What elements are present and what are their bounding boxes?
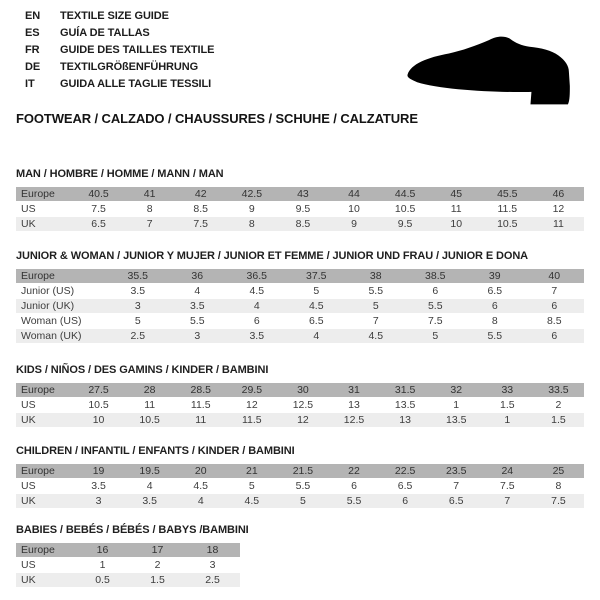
size-cell: 11.5	[226, 413, 277, 428]
language-label: GUIDE DES TAILLES TEXTILE	[60, 44, 215, 56]
size-cell: 4	[287, 329, 347, 344]
size-cell: 5.5	[465, 329, 525, 344]
size-table-section-man	[16, 168, 584, 232]
size-cell: 10.5	[73, 398, 124, 413]
size-cell: 28	[124, 383, 175, 398]
table-row-kids-europe	[16, 383, 584, 398]
table-row-children-uk	[16, 494, 584, 509]
size-cell: 10	[328, 202, 379, 217]
size-cell: 43	[277, 187, 328, 202]
size-table-title-man: MAN / HOMBRE / HOMME / MANN / MAN	[16, 168, 224, 180]
size-cell: 5.5	[346, 284, 406, 299]
size-table-junior-woman	[16, 269, 584, 344]
size-cell: 5.5	[406, 299, 466, 314]
table-row-babies-us	[16, 558, 240, 573]
row-label: UK	[16, 494, 73, 509]
size-table-title-kids: KIDS / NIÑOS / DES GAMINS / KINDER / BAMBINI	[16, 364, 269, 376]
language-list	[25, 8, 214, 93]
size-table-kids	[16, 383, 584, 428]
size-cell: 7.5	[482, 479, 533, 494]
size-cell: 12.5	[328, 413, 379, 428]
size-cell: 12	[226, 398, 277, 413]
size-cell: 3	[168, 329, 228, 344]
size-cell: 44.5	[380, 187, 431, 202]
size-table-section-kids	[16, 364, 584, 428]
size-cell: 3	[185, 558, 240, 573]
size-cell: 33	[482, 383, 533, 398]
size-cell: 13	[380, 413, 431, 428]
size-cell: 5	[406, 329, 466, 344]
size-cell: 35.5	[108, 269, 168, 284]
size-cell: 23.5	[431, 464, 482, 479]
size-table-title-junior-woman: JUNIOR & WOMAN / JUNIOR Y MUJER / JUNIOR ET FEMME / JUNIOR UND FRAU / JUNIOR E DONA	[16, 250, 529, 262]
size-cell: 8	[533, 479, 584, 494]
size-cell: 3.5	[124, 494, 175, 509]
size-cell: 1.5	[130, 573, 185, 588]
size-cell: 36.5	[227, 269, 287, 284]
size-cell: 18	[185, 543, 240, 558]
size-cell: 31.5	[380, 383, 431, 398]
size-cell: 6	[525, 299, 585, 314]
language-label: TEXTILE SIZE GUIDE	[60, 10, 169, 22]
size-cell: 42.5	[226, 187, 277, 202]
size-cell: 11.5	[175, 398, 226, 413]
language-code: ES	[25, 27, 40, 39]
size-cell: 8.5	[175, 202, 226, 217]
size-cell: 4.5	[175, 479, 226, 494]
size-table-section-junior-woman	[16, 250, 584, 344]
language-code: IT	[25, 78, 35, 90]
size-cell: 7.5	[175, 217, 226, 232]
row-label: US	[16, 558, 75, 573]
size-cell: 6.5	[73, 217, 124, 232]
shoe-icon	[398, 16, 590, 112]
size-cell: 38	[346, 269, 406, 284]
size-cell: 17	[130, 543, 185, 558]
size-cell: 11	[124, 398, 175, 413]
size-cell: 5	[108, 314, 168, 329]
size-cell: 7.5	[73, 202, 124, 217]
size-cell: 36	[168, 269, 228, 284]
row-label: UK	[16, 573, 75, 588]
size-cell: 0.5	[75, 573, 130, 588]
size-cell: 6.5	[287, 314, 347, 329]
size-cell: 5	[287, 284, 347, 299]
size-cell: 45.5	[482, 187, 533, 202]
size-cell: 11	[533, 217, 584, 232]
table-row-babies-uk	[16, 573, 240, 588]
size-cell: 12	[277, 413, 328, 428]
size-cell: 7	[482, 494, 533, 509]
size-cell: 4.5	[287, 299, 347, 314]
size-cell: 8	[226, 217, 277, 232]
size-cell: 46	[533, 187, 584, 202]
table-row-man-uk	[16, 217, 584, 232]
size-cell: 3.5	[73, 479, 124, 494]
language-label: GUIDA ALLE TAGLIE TESSILI	[60, 78, 212, 90]
size-cell: 10.5	[380, 202, 431, 217]
table-row-man-us	[16, 202, 584, 217]
size-cell: 11.5	[482, 202, 533, 217]
size-cell: 1	[482, 413, 533, 428]
size-cell: 40	[525, 269, 585, 284]
size-cell: 9.5	[380, 217, 431, 232]
size-cell: 13	[328, 398, 379, 413]
size-cell: 5	[277, 494, 328, 509]
size-cell: 24	[482, 464, 533, 479]
size-cell: 2.5	[185, 573, 240, 588]
size-cell: 32	[431, 383, 482, 398]
size-cell: 4	[168, 284, 228, 299]
size-cell: 21.5	[277, 464, 328, 479]
size-cell: 9	[226, 202, 277, 217]
size-cell: 19	[73, 464, 124, 479]
size-cell: 6	[465, 299, 525, 314]
size-cell: 2	[130, 558, 185, 573]
size-cell: 8.5	[525, 314, 585, 329]
size-cell: 22	[328, 464, 379, 479]
size-cell: 6.5	[380, 479, 431, 494]
size-cell: 7	[346, 314, 406, 329]
size-cell: 10.5	[482, 217, 533, 232]
size-cell: 38.5	[406, 269, 466, 284]
size-cell: 25	[533, 464, 584, 479]
row-label: Europe	[16, 543, 75, 558]
size-cell: 6	[328, 479, 379, 494]
size-table-title-children: CHILDREN / INFANTIL / ENFANTS / KINDER / BAMBINI	[16, 445, 295, 457]
size-cell: 4.5	[227, 284, 287, 299]
table-row-junior-woman-europe	[16, 269, 584, 284]
size-cell: 12	[533, 202, 584, 217]
size-cell: 5.5	[328, 494, 379, 509]
table-row-junior-woman-junior-uk	[16, 299, 584, 314]
language-code: EN	[25, 10, 41, 22]
size-cell: 45	[431, 187, 482, 202]
size-cell: 5	[346, 299, 406, 314]
size-cell: 4.5	[346, 329, 406, 344]
size-cell: 1	[431, 398, 482, 413]
language-code: DE	[25, 61, 41, 73]
size-cell: 9	[328, 217, 379, 232]
size-cell: 6.5	[465, 284, 525, 299]
size-cell: 6.5	[431, 494, 482, 509]
size-cell: 7	[525, 284, 585, 299]
size-cell: 11	[431, 202, 482, 217]
row-label: Europe	[16, 464, 73, 479]
size-cell: 10.5	[124, 413, 175, 428]
size-cell: 4	[175, 494, 226, 509]
size-cell: 33.5	[533, 383, 584, 398]
size-cell: 5	[226, 479, 277, 494]
size-cell: 8	[124, 202, 175, 217]
size-cell: 1.5	[533, 413, 584, 428]
size-cell: 27.5	[73, 383, 124, 398]
size-cell: 3.5	[227, 329, 287, 344]
size-cell: 2.5	[108, 329, 168, 344]
size-cell: 10	[431, 217, 482, 232]
size-cell: 1	[75, 558, 130, 573]
table-row-children-europe	[16, 464, 584, 479]
size-cell: 42	[175, 187, 226, 202]
table-row-man-europe	[16, 187, 584, 202]
size-cell: 3.5	[108, 284, 168, 299]
size-cell: 3.5	[168, 299, 228, 314]
size-cell: 1.5	[482, 398, 533, 413]
size-cell: 7.5	[533, 494, 584, 509]
size-cell: 6	[380, 494, 431, 509]
size-cell: 4	[227, 299, 287, 314]
size-table-children	[16, 464, 584, 509]
size-table-title-babies: BABIES / BEBÉS / BÉBÉS / BABYS /BAMBINI	[16, 524, 249, 536]
size-cell: 13.5	[380, 398, 431, 413]
table-row-kids-uk	[16, 413, 584, 428]
size-table-babies	[16, 543, 240, 588]
size-cell: 5.5	[277, 479, 328, 494]
size-cell: 31	[328, 383, 379, 398]
size-cell: 40.5	[73, 187, 124, 202]
size-cell: 29.5	[226, 383, 277, 398]
size-cell: 8	[465, 314, 525, 329]
size-cell: 39	[465, 269, 525, 284]
size-cell: 21	[226, 464, 277, 479]
table-row-kids-us	[16, 398, 584, 413]
row-label: US	[16, 202, 73, 217]
size-cell: 3	[73, 494, 124, 509]
size-cell: 22.5	[380, 464, 431, 479]
size-cell: 6	[406, 284, 466, 299]
table-row-children-us	[16, 479, 584, 494]
row-label: Woman (US)	[16, 314, 108, 329]
size-cell: 9.5	[277, 202, 328, 217]
table-row-junior-woman-woman-uk	[16, 329, 584, 344]
size-cell: 19.5	[124, 464, 175, 479]
size-cell: 16	[75, 543, 130, 558]
size-cell: 44	[328, 187, 379, 202]
language-code: FR	[25, 44, 40, 56]
size-cell: 5.5	[168, 314, 228, 329]
size-cell: 41	[124, 187, 175, 202]
row-label: Europe	[16, 269, 108, 284]
size-cell: 20	[175, 464, 226, 479]
size-cell: 37.5	[287, 269, 347, 284]
size-cell: 3	[108, 299, 168, 314]
size-table-section-children	[16, 445, 584, 509]
size-cell: 6	[227, 314, 287, 329]
size-table-section-babies	[16, 524, 249, 588]
language-label: TEXTILGRÖßENFÜHRUNG	[60, 61, 199, 73]
size-cell: 11	[175, 413, 226, 428]
size-cell: 7	[124, 217, 175, 232]
row-label: Woman (UK)	[16, 329, 108, 344]
size-cell: 8.5	[277, 217, 328, 232]
row-label: Europe	[16, 187, 73, 202]
row-label: US	[16, 398, 73, 413]
size-cell: 4.5	[226, 494, 277, 509]
table-row-babies-europe	[16, 543, 240, 558]
size-cell: 28.5	[175, 383, 226, 398]
row-label: UK	[16, 217, 73, 232]
table-row-junior-woman-woman-us	[16, 314, 584, 329]
size-cell: 10	[73, 413, 124, 428]
row-label: UK	[16, 413, 73, 428]
size-cell: 7	[431, 479, 482, 494]
size-cell: 2	[533, 398, 584, 413]
row-label: Junior (UK)	[16, 299, 108, 314]
size-cell: 12.5	[277, 398, 328, 413]
table-row-junior-woman-junior-us	[16, 284, 584, 299]
size-cell: 4	[124, 479, 175, 494]
size-cell: 6	[525, 329, 585, 344]
row-label: US	[16, 479, 73, 494]
size-cell: 13.5	[431, 413, 482, 428]
row-label: Junior (US)	[16, 284, 108, 299]
category-title: FOOTWEAR / CALZADO / CHAUSSURES / SCHUHE / CALZATURE	[16, 111, 418, 126]
row-label: Europe	[16, 383, 73, 398]
size-cell: 7.5	[406, 314, 466, 329]
language-label: GUÍA DE TALLAS	[60, 27, 150, 39]
size-cell: 30	[277, 383, 328, 398]
size-table-man	[16, 187, 584, 232]
